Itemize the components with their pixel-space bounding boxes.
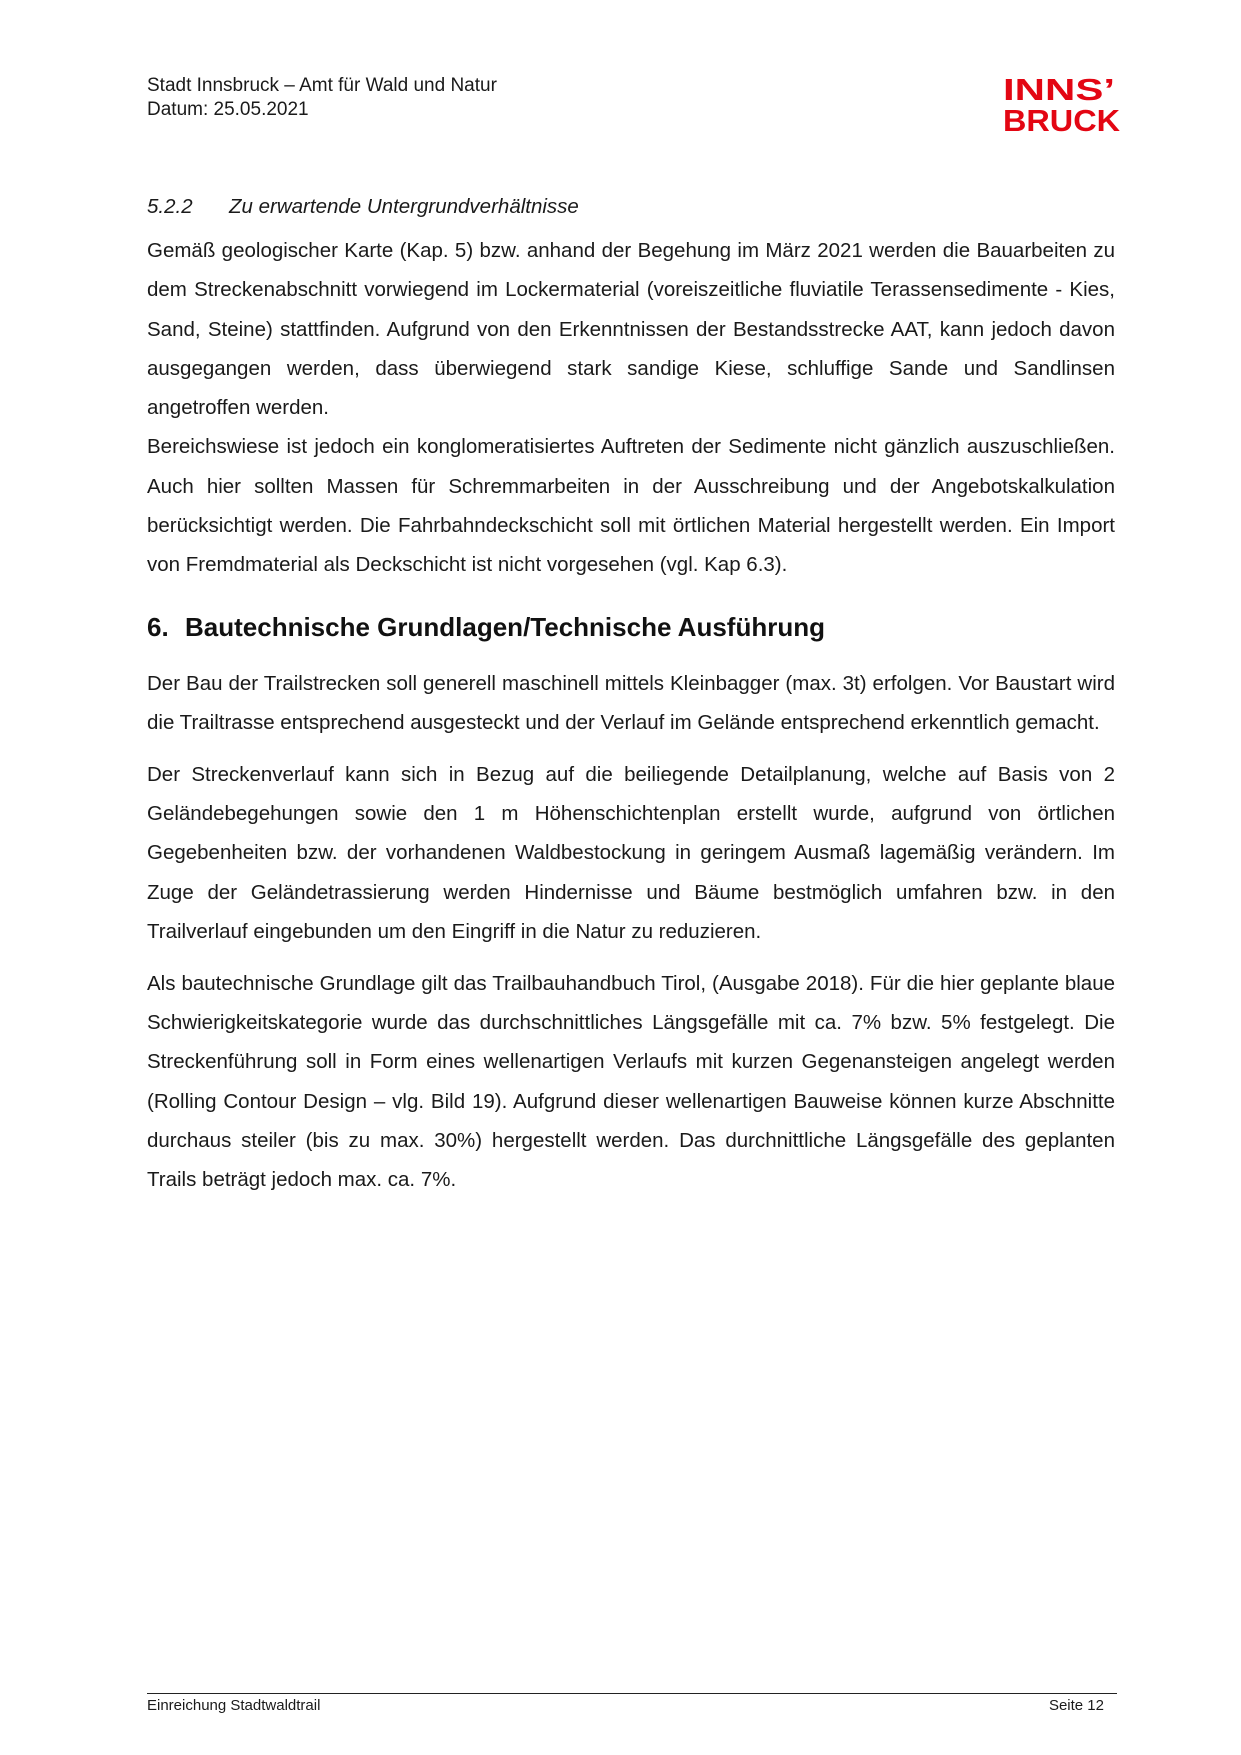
- header-organization: Stadt Innsbruck – Amt für Wald und Natur: [147, 75, 497, 96]
- logo-line-2: BRUCK: [1003, 103, 1121, 135]
- section-6-paragraph-1: Der Bau der Trailstrecken soll generell maschinell mittels Kleinbagger (max. 3t) erfolgen. Vor Baustart wird die Trailtrasse entsprechend ausgesteckt und der Verlauf im Gelände entsprechend erkenntlich gemacht.: [147, 671, 1115, 734]
- footer-document-title: Einreichung Stadtwaldtrail: [147, 1697, 321, 1714]
- section-5-2-2-paragraph-1: Gemäß geologischer Karte (Kap. 5) bzw. anhand der Begehung im März 2021 werden die Bauarbeiten zu dem Streckenabschnitt vorwiegend im Lockermaterial (voreiszeitliche fluviatile Terassensedimente - Kies, Sand, Steine) stattfinden. Aufgrund von den Erkenntnissen der Bestandsstrecke AAT, kann jedoch davon ausgegangen werden, dass überwiegend stark sandige Kiese, schluffige Sande und Sandlinsen angetroffen werden.: [147, 239, 1115, 420]
- section-6-number: 6.: [147, 611, 169, 642]
- section-5-2-2-number: 5.2.2: [147, 195, 193, 218]
- section-6-heading: [147, 610, 1115, 644]
- innsbruck-logo: [1003, 73, 1123, 135]
- section-5-2-2-heading: [147, 194, 1115, 220]
- section-5-2-2-paragraph-2: Bereichswiese ist jedoch ein konglomeratisiertes Auftreten der Sedimente nicht gänzlich auszuschließen. Auch hier sollten Massen für Schremmarbeiten in der Ausschreibung und der Angebotskalkulation berücksichtigt werden. Die Fahrbahndeckschicht soll mit örtlichen Material hergestellt werden. Ein Import von Fremdmaterial als Deckschicht ist nicht vorgesehen (vgl. Kap 6.3).: [147, 435, 1115, 577]
- section-6-paragraph-3: Als bautechnische Grundlage gilt das Trailbauhandbuch Tirol, (Ausgabe 2018). Für die hier geplante blaue Schwierigkeitskategorie wurde das durchschnittliches Längsgefälle mit ca. 7% bzw. 5% festgelegt. Die Streckenführung soll in Form eines wellenartigen Verlaufs mit kurzen Gegenansteigen angelegt werden (Rolling Contour Design – vlg. Bild 19). Aufgrund dieser wellenartigen Bauweise können kurze Abschnitte durchaus steiler (bis zu max. 30%) hergestellt werden. Das durchnittliche Längsgefälle des geplanten Trails beträgt jedoch max. ca. 7%.: [147, 971, 1115, 1192]
- document-header: [147, 74, 497, 122]
- logo-line-1: INNS’: [1003, 73, 1115, 107]
- footer-page-number: Seite 12: [1048, 1697, 1104, 1714]
- header-date: Datum: 25.05.2021: [147, 99, 309, 120]
- section-6-title: Bautechnische Grundlagen/Technische Ausführung: [185, 611, 825, 642]
- page-content: [147, 194, 1115, 1200]
- section-5-2-2-title: Zu erwartende Untergrundverhältnisse: [229, 195, 579, 218]
- section-6-paragraph-2: Der Streckenverlauf kann sich in Bezug auf die beiliegende Detailplanung, welche auf Basis von 2 Geländebegehungen sowie den 1 m Höhenschichtenplan erstellt wurde, aufgrund von örtlichen Gegebenheiten bzw. der vorhandenen Waldbestockung in geringem Ausmaß lagemäßig verändern. Im Zuge der Geländetrassierung werden Hindernisse und Bäume bestmöglich umfahren bzw. in den Trailverlauf eingebunden um den Eingriff in die Natur zu reduzieren.: [147, 762, 1115, 943]
- footer-divider: [147, 1693, 1117, 1694]
